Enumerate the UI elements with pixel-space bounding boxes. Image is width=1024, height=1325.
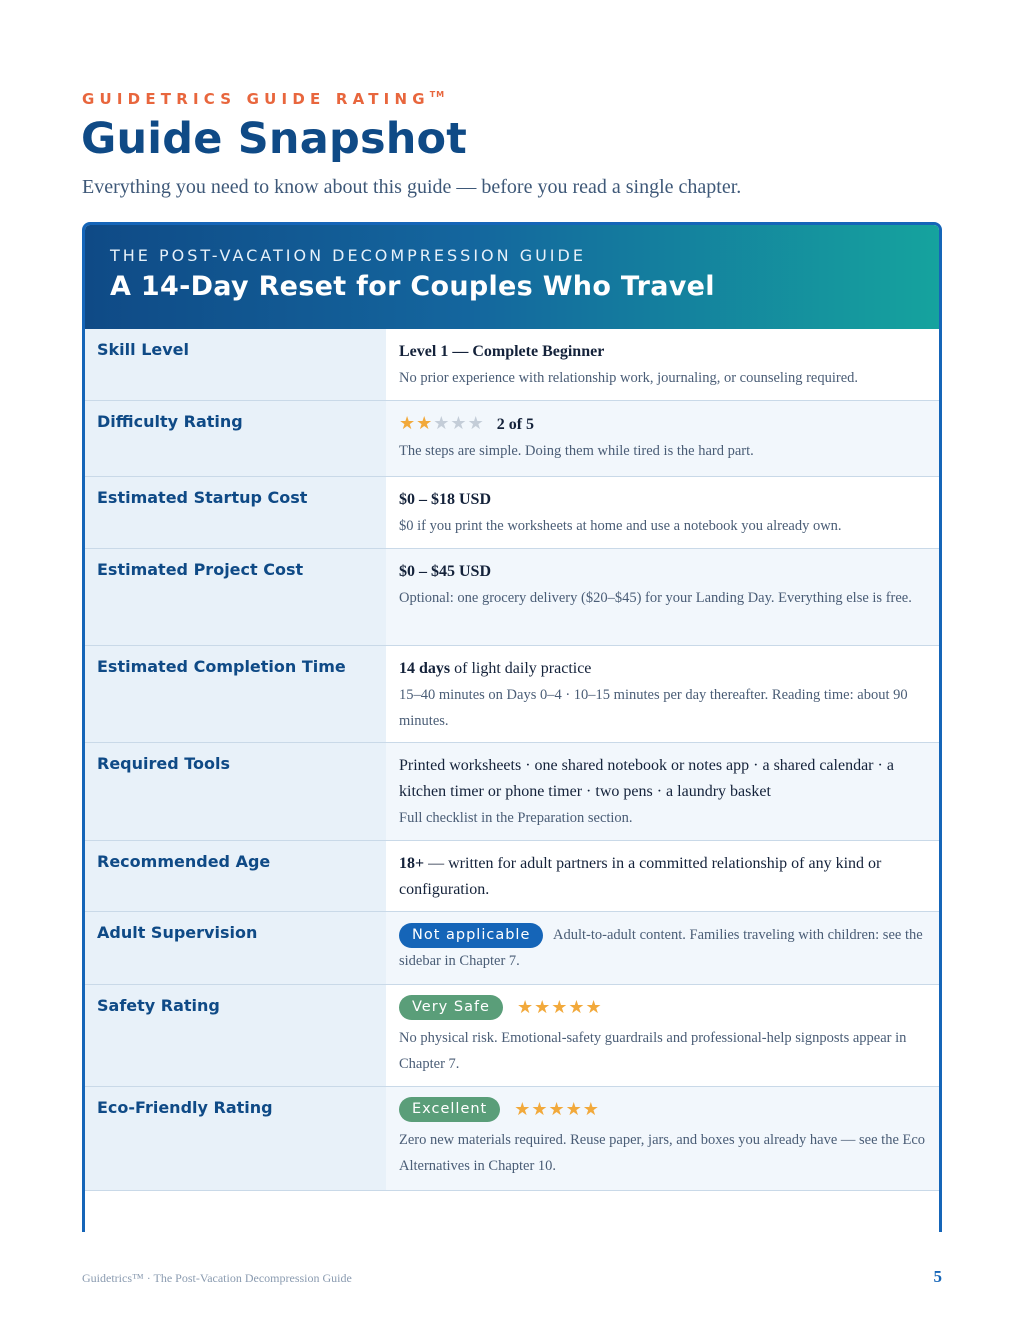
very-safe-badge: Very Safe xyxy=(399,995,503,1020)
eco-note: Zero new materials required. Reuse paper, jars, and boxes you already have — see the Eco Alternatives in Chapter 10. xyxy=(399,1132,926,1174)
not-applicable-badge: Not applicable xyxy=(399,923,543,948)
time-value-rest: of light daily practice xyxy=(450,660,592,677)
row-safety-rating xyxy=(85,985,939,1087)
project-note: Optional: one grocery delivery ($20–$45) for your Landing Day. Everything else is free. xyxy=(399,590,912,606)
row-label: Difficulty Rating xyxy=(85,401,386,476)
star-filled-icon: ★ xyxy=(548,1099,566,1120)
row-value xyxy=(386,743,939,840)
startup-value xyxy=(399,487,927,513)
age-value-bold: 18+ xyxy=(399,855,425,872)
row-label: Estimated Project Cost xyxy=(85,549,386,645)
star-filled-icon: ★ xyxy=(399,413,417,434)
row-value xyxy=(386,1087,939,1190)
supervision-note: Adult-to-adult content. Families traveling with children: see the sidebar in Chapter 7. xyxy=(399,927,923,970)
row-completion-time xyxy=(85,646,939,743)
star-empty-icon: ★ xyxy=(433,413,451,434)
star-empty-icon: ★ xyxy=(467,413,485,434)
age-value-rest: — written for adult partners in a committed relationship of any kind or configuration. xyxy=(399,855,882,898)
guide-kicker: THE POST-VACATION DECOMPRESSION GUIDE xyxy=(110,246,586,265)
excellent-badge: Excellent xyxy=(399,1097,500,1122)
skill-value-text: Level 1 — Complete Beginner xyxy=(399,343,605,360)
row-label: Skill Level xyxy=(85,329,386,400)
row-label: Adult Supervision xyxy=(85,912,386,984)
row-project-cost xyxy=(85,549,939,646)
row-value xyxy=(386,985,939,1086)
row-label: Recommended Age xyxy=(85,841,386,911)
guide-title: A 14-Day Reset for Couples Who Travel xyxy=(110,271,715,302)
star-filled-icon: ★ xyxy=(582,1099,600,1120)
difficulty-note: The steps are simple. Doing them while tired is the hard part. xyxy=(399,443,754,459)
safety-note: No physical risk. Emotional-safety guardrails and professional-help signposts appear in Chapter 7. xyxy=(399,1030,907,1072)
star-filled-icon: ★ xyxy=(585,997,603,1018)
supervision-line xyxy=(399,922,927,974)
row-skill-level xyxy=(85,329,939,401)
page-subtitle: Everything you need to know about this guide — before you read a single chapter. xyxy=(82,176,742,198)
row-difficulty xyxy=(85,401,939,477)
page-number: 5 xyxy=(933,1267,942,1286)
difficulty-line xyxy=(399,411,927,438)
row-label: Estimated Completion Time xyxy=(85,646,386,742)
row-value xyxy=(386,841,939,911)
star-filled-icon: ★ xyxy=(416,413,434,434)
safety-line xyxy=(399,995,927,1025)
row-value xyxy=(386,477,939,548)
star-filled-icon: ★ xyxy=(531,1099,549,1120)
tools-value: Printed worksheets · one shared notebook or notes app · a shared calendar · a kitchen timer or phone timer · two pens · a laundry basket xyxy=(399,757,894,800)
row-label: Eco-Friendly Rating xyxy=(85,1087,386,1190)
row-label: Safety Rating xyxy=(85,985,386,1086)
star-filled-icon: ★ xyxy=(516,997,535,1018)
card-header xyxy=(85,225,939,329)
row-value xyxy=(386,549,939,645)
row-value xyxy=(386,401,939,476)
footer-text: Guidetrics™ · The Post-Vacation Decompression Guide xyxy=(82,1271,352,1285)
page-title: Guide Snapshot xyxy=(81,114,468,164)
startup-value-text: $0 – $18 USD xyxy=(399,491,492,508)
eyebrow xyxy=(82,90,445,108)
row-adult-supervision xyxy=(85,912,939,985)
skill-value xyxy=(399,339,927,365)
star-filled-icon: ★ xyxy=(551,997,569,1018)
row-value xyxy=(386,646,939,742)
snapshot-card xyxy=(82,222,942,1232)
star-filled-icon: ★ xyxy=(565,1099,583,1120)
time-note: 15–40 minutes on Days 0–4 · 10–15 minutes per day thereafter. Reading time: about 90 minutes. xyxy=(399,687,908,729)
tools-note: Full checklist in the Preparation section. xyxy=(399,810,633,826)
row-recommended-age xyxy=(85,841,939,912)
project-value xyxy=(399,559,927,585)
eyebrow-text: GUIDETRICS GUIDE RATING xyxy=(82,90,430,108)
eco-stars xyxy=(514,1099,600,1120)
row-eco-rating xyxy=(85,1087,939,1191)
trademark-mark: TM xyxy=(429,90,446,99)
row-value xyxy=(386,329,939,400)
difficulty-stars xyxy=(399,413,485,434)
project-value-text: $0 – $45 USD xyxy=(399,563,492,580)
skill-note: No prior experience with relationship work, journaling, or counseling required. xyxy=(399,370,859,386)
safety-stars xyxy=(517,997,603,1018)
row-label: Estimated Startup Cost xyxy=(85,477,386,548)
row-value xyxy=(386,912,939,984)
age-value xyxy=(399,851,927,903)
star-filled-icon: ★ xyxy=(534,997,552,1018)
time-value-bold: 14 days xyxy=(399,660,451,677)
eco-line xyxy=(399,1097,927,1127)
row-label: Required Tools xyxy=(85,743,386,840)
star-filled-icon: ★ xyxy=(514,1099,532,1120)
star-empty-icon: ★ xyxy=(450,413,468,434)
star-filled-icon: ★ xyxy=(568,997,586,1018)
row-startup-cost xyxy=(85,477,939,549)
row-required-tools xyxy=(85,743,939,841)
time-value xyxy=(399,656,927,682)
difficulty-score: 2 of 5 xyxy=(496,416,535,433)
startup-note: $0 if you print the worksheets at home and use a notebook you already own. xyxy=(399,518,842,534)
